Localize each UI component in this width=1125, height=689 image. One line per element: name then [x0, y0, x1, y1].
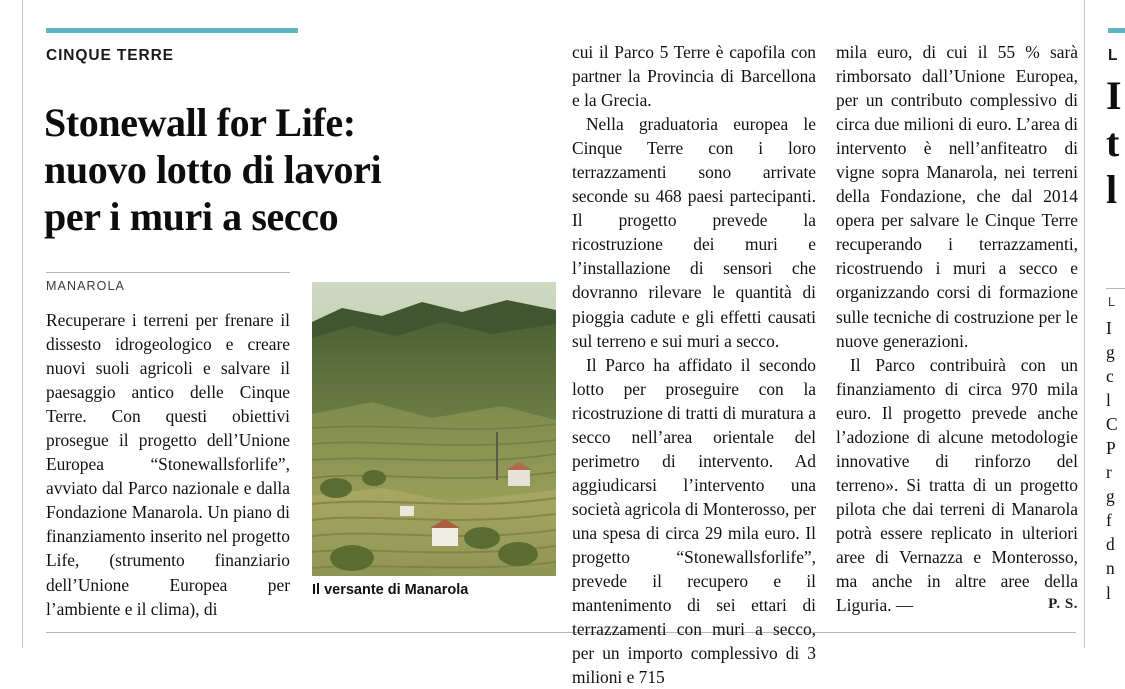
right-column-rule — [1084, 0, 1085, 648]
article-byline: P. S. — [1048, 596, 1078, 612]
next-body-line-3: c — [1106, 366, 1114, 387]
left-column-rule — [22, 0, 23, 648]
page-title — [44, 99, 544, 240]
next-article-headline — [1106, 72, 1125, 213]
next-article-accent-bar — [1108, 28, 1125, 33]
next-body-line-6: P — [1106, 438, 1116, 459]
dateline-rule — [46, 272, 290, 273]
paragraph: mila euro, di cui il 55 % sarà rimborsato dall’Unione Europea, per un contributo complessivo di circa due milioni di euro. L’area di intervento è nell’anfiteatro di vigne sopra Manarola, nei terreni della Fondazione, che dal 2014 opera per salvare le Cinque Terre recuperando i terrazzamenti, ricostruendo i muri a secco e organizzando corsi di formazione sulle tecniche di costruzione per le nuove generazioni. — [836, 42, 1078, 351]
next-article-dateline-rule — [1106, 288, 1125, 289]
accent-bar — [46, 28, 298, 33]
next-body-line-8: g — [1106, 486, 1115, 507]
headline-line-3: per i muri a secco — [44, 193, 339, 239]
next-body-line-1: I — [1106, 318, 1112, 338]
article-kicker: CINQUE TERRE — [46, 47, 174, 64]
next-headline-line-3: l — [1106, 167, 1118, 212]
bottom-rule — [46, 632, 1076, 633]
next-body-line-2: g — [1106, 342, 1115, 363]
next-body-line-9: f — [1106, 510, 1112, 531]
next-headline-line-2: t — [1106, 120, 1120, 165]
paragraph: Il Parco contribuirà con un finanziamento di circa 970 mila euro. Il progetto prevede anche l’adozione di alcune metodologie innovative di rinforzo del terreno». Si tratta di un progetto pilota che dai terreni di Manarola potrà essere replicato in ulteriori aree di Vernazza e Monterosso, ma anche in altre aree della Liguria. — — [836, 354, 1078, 616]
next-body-line-4: l — [1106, 390, 1111, 411]
article-photo — [312, 282, 556, 576]
next-body-line-5: C — [1106, 414, 1118, 435]
next-body-line-7: r — [1106, 462, 1112, 483]
paragraph: Nella graduatoria europea le Cinque Terre con i loro terrazzamenti sono arrivate seconde su 468 paesi partecipanti. Il progetto prevede la ricostruzione dei muri e l’installazione di sensori che dovranno rilevare le quantità di pioggia cadute e gli effetti causati sul terreno e sui muri a secco. — [572, 114, 816, 351]
next-body-line-12: l — [1106, 582, 1111, 603]
next-article-kicker: L — [1108, 47, 1119, 64]
article-dateline: MANAROLA — [46, 279, 125, 293]
paragraph: cui il Parco 5 Terre è capofila con partner la Provincia di Barcellona e la Grecia. — [572, 42, 816, 111]
next-article-dateline: L — [1108, 295, 1117, 309]
next-headline-line-1: I — [1106, 73, 1122, 118]
headline-line-2: nuovo lotto di lavori — [44, 146, 382, 192]
paragraph: Recuperare i terreni per frenare il dissesto idrogeologico e creare nuovi suoli agricoli e salvare il paesaggio antico delle Cinque Terre. Con questi obiettivi prosegue il progetto dell’Unione Europea “Stonewallsforlife”, avviato dal Parco nazionale e dalla Fondazione Manarola. Un piano di finanziamento inserito nel progetto Life, (strumento finanziario dell’Unione Europea per l’ambiente e il clima), di — [46, 310, 290, 619]
article-column-1 — [46, 308, 290, 619]
next-body-line-11: n — [1106, 558, 1115, 579]
headline-line-1: Stonewall for Life: — [44, 99, 356, 145]
paragraph: Il Parco ha affidato il secondo lotto per proseguire con la ricostruzione di tratti di muratura a secco nell’area orientale del perimetro di intervento. Ad aggiudicarsi l’intervento una società agricola di Monterosso, per una spesa di circa 29 mila euro. Il progetto “Stonewallsforlife”, prevede il recupero e il mantenimento di sei ettari di terrazzamenti con muri a secco, per un importo complessivo di 3 milioni e 715 — [572, 354, 816, 688]
next-article-body-edge — [1106, 316, 1125, 605]
photo-caption: Il versante di Manarola — [312, 582, 469, 598]
article-column-2 — [572, 40, 816, 688]
next-body-line-10: d — [1106, 534, 1115, 555]
